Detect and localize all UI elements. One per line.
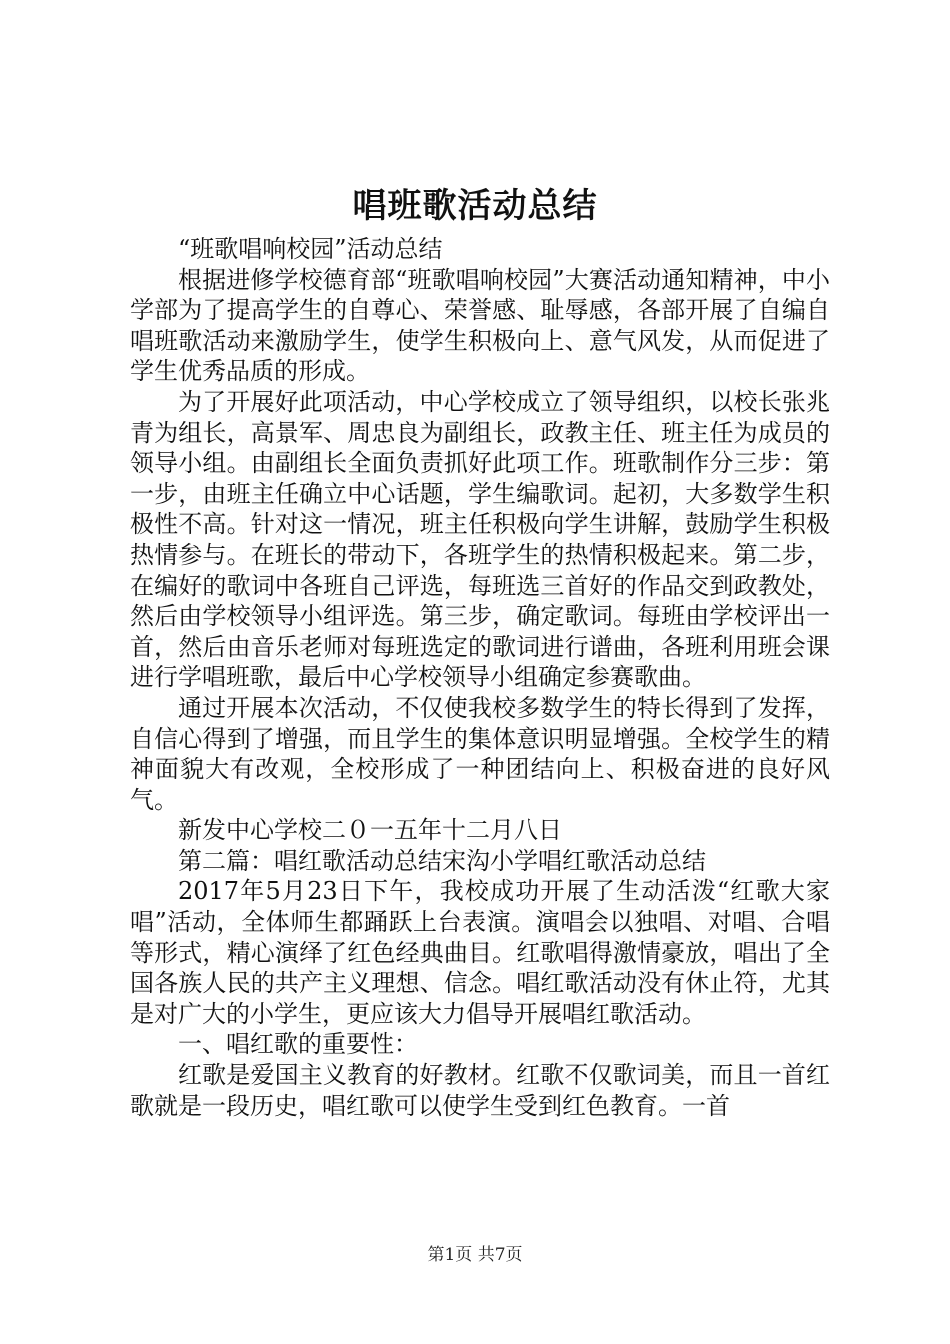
document-body [130,234,830,1121]
paragraph-subtitle: “班歌唱响校园”活动总结 [178,235,443,263]
section-heading: 第二篇：唱红歌活动总结宋沟小学唱红歌活动总结 [178,846,706,875]
signature-date: 新发中心学校二０一五年十二月八日 [178,816,562,845]
paragraph: 根据进修学校德育部“班歌唱响校园”大赛活动通知精神，中小学部为了提高学生的自尊心、荣誉感、耻辱感，各部开展了自编自唱班歌活动来激励学生，使学生积极向上、意气风发，从而促进了学生优秀品质的形成。 [130,265,830,386]
paragraph: 红歌是爱国主义教育的好教材。红歌不仅歌词美，而且一首红歌就是一段历史，唱红歌可以使学生受到红色教育。一首 [130,1061,830,1120]
paragraph: 通过开展本次活动，不仅使我校多数学生的特长得到了发挥，自信心得到了增强，而且学生的集体意识明显增强。全校学生的精神面貌大有改观，全校形成了一种团结向上、积极奋进的良好风气。 [130,693,830,814]
subsection-heading: 一、唱红歌的重要性： [178,1030,418,1059]
document-title: 唱班歌活动总结 [352,186,598,226]
page-number-footer: 第1页 共7页 [427,1245,523,1265]
paragraph: 2017年5月23日下午，我校成功开展了生动活泼“红歌大家唱”活动，全体师生都踊跃上台表演。演唱会以独唱、对唱、合唱等形式，精心演绎了红色经典曲目。红歌唱得激情豪放，唱出了全国各族人民的共产主义理想、信念。唱红歌活动没有休止符，尤其是对广大的小学生，更应该大力倡导开展唱红歌活动。 [130,877,830,1028]
paragraph: 为了开展好此项活动，中心学校成立了领导组织，以校长张兆青为组长，高景军、周忠良为副组长，政教主任、班主任为成员的领导小组。由副组长全面负责抓好此项工作。班歌制作分三步：第一步，由班主任确立中心话题，学生编歌词。起初，大多数学生积极性不高。针对这一情况，班主任积极向学生讲解，鼓励学生积极热情参与。在班长的带动下，各班学生的热情积极起来。第二步，在编好的歌词中各班自己评选，每班选三首好的作品交到政教处，然后由学校领导小组评选。第三步，确定歌词。每班由学校评出一首，然后由音乐老师对每班选定的歌词进行谱曲，各班利用班会课进行学唱班歌，最后中心学校领导小组确定参赛歌曲。 [130,387,830,692]
